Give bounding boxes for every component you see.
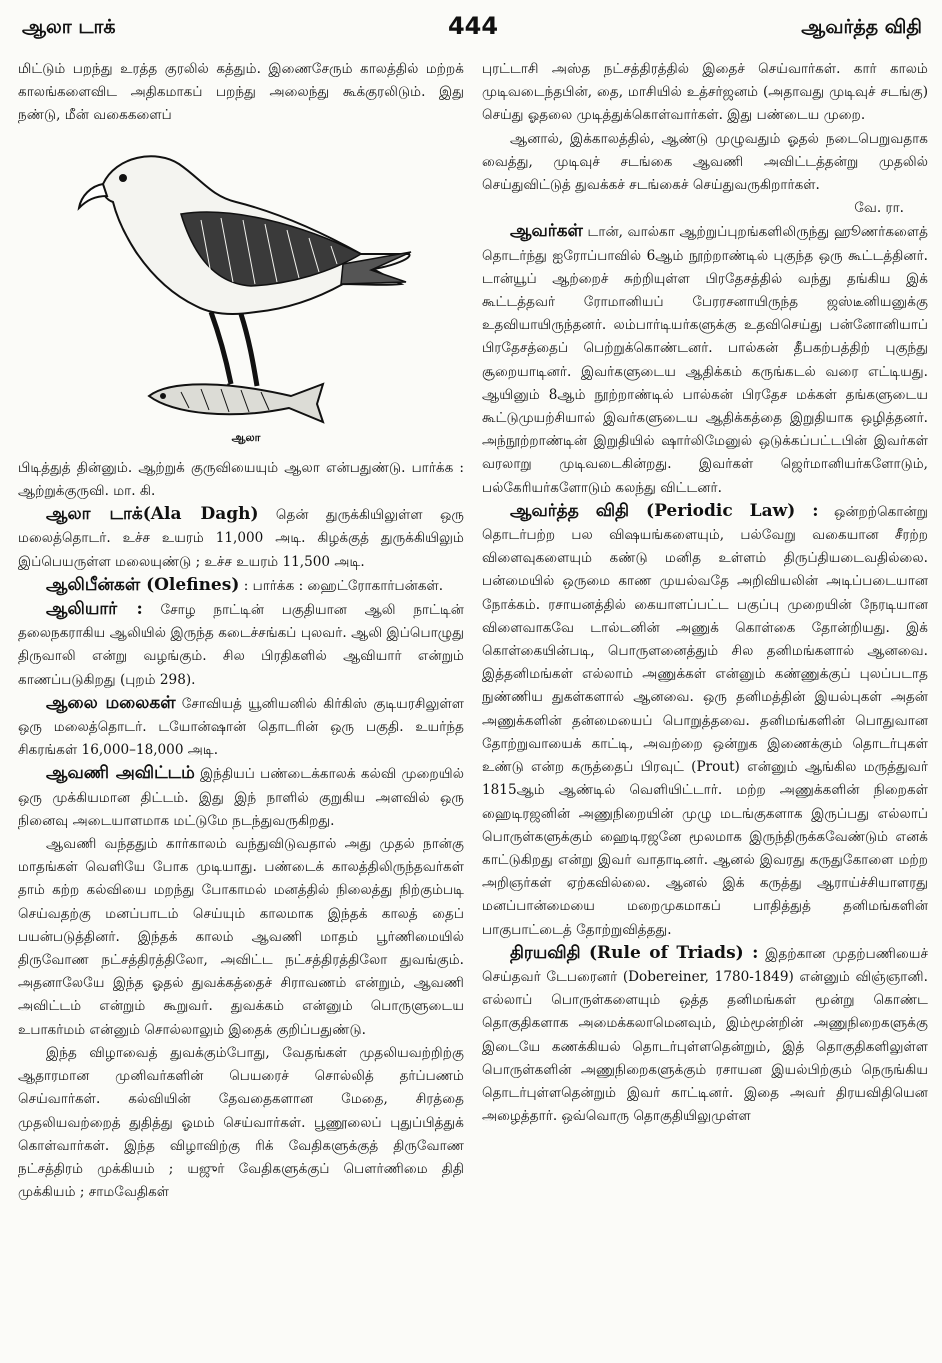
body-alai-mountains: சோவியத் யூனியனில் கிர்கிஸ் குடியரசிலுள்ள ஒரு மலைத்தொடர். டயோன்ஷான் தொடரின் ஒரு பகுதி. உயர்ந்த சிகரங்கள் 16,000–18,000 அடி. [18,695,464,759]
body-rule-of-triads: இதற்கான முதற்பணியைச் செய்தவர் டேபரைனர் (Dobereiner, 1780-1849) என்னும் விஞ்ஞானி. எல்லாப் பொருள்களையும் ஒத்த தனிமங்கள் மூன்று கொண்ட தொகுதிகளாக அமைக்கலாமெனவும், இம்மூன்றின் அணுநிறைகளுக்கு இடையே கணக்கியல் தொடர்புள்ளதென்றும், இத் தொகுதிகளிலுள்ள பொருள்களின் அணுநிறைகளுக்கும் ரசாயன இயல்பிற்கும் நெருங்கிய தொடர்புள்ளதென்றும் இவர் காட்டினர். இதை அவர் திரயவிதியென அழைத்தார். ஒவ்வொரு தொகுதியிலுமுள்ள [482,945,929,1125]
header-left-guideword: ஆலா டாக் [22,16,116,38]
body-olefines: : பார்க்க : ஹைட்ரோகார்பன்கள். [243,577,444,594]
body-ala-dagh: தென் துருக்கியிலுள்ள ஒரு மலைத்தொடர். உச்ச உயரம் 11,000 அடி. கிழக்குத் துருக்கியிலும் இப்பெயருள்ள மலையுண்டு ; உச்ச உயரம் 11,500 அடி. [18,507,464,570]
ala-intro-paragraph: மிட்டும் பறந்து உரத்த குரலில் கத்தும். இணைசேரும் காலத்தில் மற்றக் காலங்களைவிட அதிகமாகப் பறந்து அலைந்து கூக்குரலிடும். இது நண்டு, மீன் வகைகளைப் [18,61,464,124]
body-aliyar: சோழ நாட்டின் பகுதியான ஆலி நாட்டின் தலைநகராகிய ஆலியில் இருந்த கடைச்சங்கப் புலவர். ஆலி இப்பொழுது திருவாலி என்று வழங்கும். சில பிரதிகளில் ஆவியார் என்றும் காணப்படுகிறது (புறம் 298). [18,602,464,688]
headword-aliyar: ஆலியார் : [46,599,143,620]
headword-alai-mountains: ஆலை மலைகள் [46,692,176,713]
bird-illustration [61,134,421,424]
ala-signature: மா. கி. [113,483,156,500]
headword-olefines: ஆலிபீன்கள் (Olefines) [46,574,240,595]
left-column [18,58,464,1204]
avani-paragraph-2: ஆவணி வந்ததும் கார்காலம் வந்துவிடுவதால் அது முதல் நான்கு மாதங்கள் வெளியே போக முடியாது. பண்டைக் காலத்திலிருந்தவர்கள் தாம் கற்ற கல்வியை மறந்து போகாமல் மனத்தில் நிலைத்து நிற்கும்படி செய்வதற்கு மனப்பாடம் செய்யும் காலமாக இந்தக் காலத் தைப் பயன்படுத்தினர். இந்தக் காலம் ஆவணி மாதம் பூர்ணிமையில் திருவோண நட்சத்திரத்திலோ, அவிட்ட நட்சத்திரத்திலோ துவங்கும். அதனாலேயே இந்த ஓதல் துவக்கத்தைச் சிராவணம் என்றும், ஆவணி அவிட்டம் என்றும் கூறுவர். துவக்கம் என்னும் பொருளுடைய உபாகர்மம் என்னும் சொல்லாலும் இதைக் குறிப்பதுண்டு. [18,836,464,1038]
headword-periodic-law: ஆவர்த்த விதி (Periodic Law) : [510,500,819,521]
body-periodic-law: ஒன்றற்கொன்று தொடர்பற்ற பல விஷயங்களையும், பல்வேறு வகையான சீரற்ற விளைவுகளையும் கண்டு மனித உள்ளம் திருப்தியடைவதில்லை. பன்மையில் ஒருமை காண முயல்வதே அறிவியலின் அடிப்படையான நோக்கம். ரசாயனத்தில் கையாளப்பட்ட பகுப்பு முறையின் நேரடியான விளைவாகவே டால்டனின் அணுக் கொள்கை தோன்றியது. இக் கொள்கையின்படி, பொருளனைத்தும் சில தனிமங்களால் ஆனவை. இத்தனிமங்கள் எல்லாம் அணுக்கள் என்னும் கண்ணுக்குப் புலப்படாத நுண்ணிய துகள்களால் ஆனவை. ஒரு தனிமத்தின் இயல்புகள் அதன் அணுக்களின் தன்மையைப் பொறுத்தவை. தனிமங்களின் பொதுவான தோற்றுவாயைக் காட்டி, அவற்றை ஒன்றுக இணைக்கும் தொடர்புகள் உண்டு என்ற கருத்தைப் பிரவுட் (Prout) என்னும் ஆங்கில மருத்துவர் 1815ஆம் ஆண்டில் வெளியிட்டார். மற்ற அணுக்களின் நிறைகள் ஹைடிரஜனின் அணுநிறையின் முழு மடங்குகளாக இருப்பது எல்லாப் பொருள்களுக்கும் ஹைடிரஜனே மூலமாக இருந்திருக்கவேண்டும் எனக் காட்டுகிறது என்று இவர் வாதாடினர். ஆனல் இவரது கருதுகோளை மற்ற அறிஞர்கள் ஏற்கவில்லை. ஆனல் இக் கருத்து ஆராய்ச்சியாளரது மனப்பான்மையை மறைமுகமாகப் பாதித்துத் தனிமங்களின் பாகுபாட்டைத் தோற்றுவித்தது. [482,503,929,938]
body-avars: டான், வால்கா ஆற்றுப்புறங்களிலிருந்து ஹூணர்களைத் தொடர்ந்து ஐரோப்பாவில் 6ஆம் நூற்றாண்டில் புகுந்த ஒரு கூட்டத்தினர். டான்யூப் ஆற்றைச் சுற்றியுள்ள பிரதேசத்தில் வந்து தங்கிய இக் கூட்டத்தவர் ரோமானியப் பேரரசனாயிருந்த ஜஸ்டீனியனுக்கு உதவியாயிருந்தனர். லம்பார்டியர்களுக்கு உதவிசெய்து பன்னோனியாப் பிரதேசத்தைப் பெற்றுக்கொண்டனர். பால்கன் தீபகற்பத்திற் புகுந்து சூறையாடினர். இவர்களுடைய ஆதிக்கம் கருங்கடல் வரை எட்டியது. ஆயினும் 8ஆம் நூற்றாண்டில் பால்கன் பிரதேச மக்கள் தங்களுடைய கூட்டுமுயற்சியால் இவர்களுடைய ஆதிக்கத்தை இறுதியாக ஒழித்தனர். அந்நூற்றாண்டின் இறுதியில் ஷார்லிமேனுல் ஒடுக்கப்பட்டபின் இவர்கள் வரலாறு முடிவடைகின்றது. இவர்கள் ஜெர்மானியர்களோடும், பல்கேரியர்களோடும் கலந்து விட்டனர். [482,224,929,496]
columns [18,58,928,1204]
entry-aliyar [18,598,464,692]
page-header [18,6,928,58]
headword-avars: ஆவர்கள் [510,221,583,242]
header-right-guideword: ஆவர்த்த விதி [801,16,922,38]
headword-rule-of-triads: திரயவிதி (Rule of Triads) : [510,942,759,963]
entry-alai-mountains [18,692,464,763]
bird-figure [18,134,464,449]
ala-after-figure-text: பிடித்துத் தின்னும். ஆற்றுக் குருவியையும் ஆலா என்பதுண்டு. பார்க்க : ஆற்றுக்குருவி. [18,459,464,500]
headword-avani-avittam: ஆவணி அவிட்டம் [46,763,195,784]
figure-caption: ஆலா [231,430,261,444]
avani-signature: வே. ரா. [854,200,904,217]
entry-avani-avittam [18,762,464,833]
right-column [482,58,928,1204]
entry-periodic-law [482,500,928,942]
avani-continuation-paragraph: புரட்டாசி அஸ்த நட்சத்திரத்தில் இதைச் செய்வார்கள். கார் காலம் முடிவடைந்தபின், தை, மாசியில் உத்சர்ஜனம் (அதாவது முடிவுச் சடங்கு) செய்து ஓதலை முடித்துக்கொள்வார்கள். இது பண்டைய முறை. [482,61,928,124]
page-number: 444 [447,12,499,40]
entry-avars [482,220,928,499]
headword-ala-dagh: ஆலா டாக்(Ala Dagh) [46,504,259,525]
avani-continuation-paragraph-2: ஆனால், இக்காலத்தில், ஆண்டு முழுவதும் ஓதல் நடைபெறுவதாக வைத்து, முடிவுச் சடங்கை ஆவணி அவிட்டத்தன்று முதலில் செய்துவிட்டுத் துவக்கச் சடங்கைச் செய்துவருகிறார்கள். [482,130,928,194]
entry-ala-dagh [18,503,464,574]
entry-olefines [18,574,464,598]
entry-rule-of-triads [482,942,928,1129]
avani-paragraph-3: இந்த விழாவைத் துவக்கும்போது, வேதங்கள் முதலியவற்றிற்கு ஆதாரமான முனிவர்களின் பெயரைச் சொல்லித் தர்ப்பணம் செய்வார்கள். கல்வியின் தேவதைகளான மேதை, சிரத்தை முதலியவற்றைத் துதித்து ஓமம் செய்வார்கள். பூணூலைப் புதுப்பித்துக் கொள்வார்கள். இந்த விழாவிற்கு ரிக் வேதிகளுக்குத் திருவோண நட்சத்திரம் முக்கியம் ; யஜுர் வேதிகளுக்குப் பௌர்ணிமை திதி முக்கியம் ; சாமவேதிகள் [18,1044,464,1201]
body-avani-avittam: இந்தியப் பண்டைக்காலக் கல்வி முறையில் ஒரு முக்கியமான திட்டம். இது இந் நாளில் குறுகிய அளவில் ஒரு நினைவு அடையாளமாக மட்டுமே நடந்துவருகிறது. [18,766,464,829]
ala-after-figure-paragraph [18,457,464,503]
